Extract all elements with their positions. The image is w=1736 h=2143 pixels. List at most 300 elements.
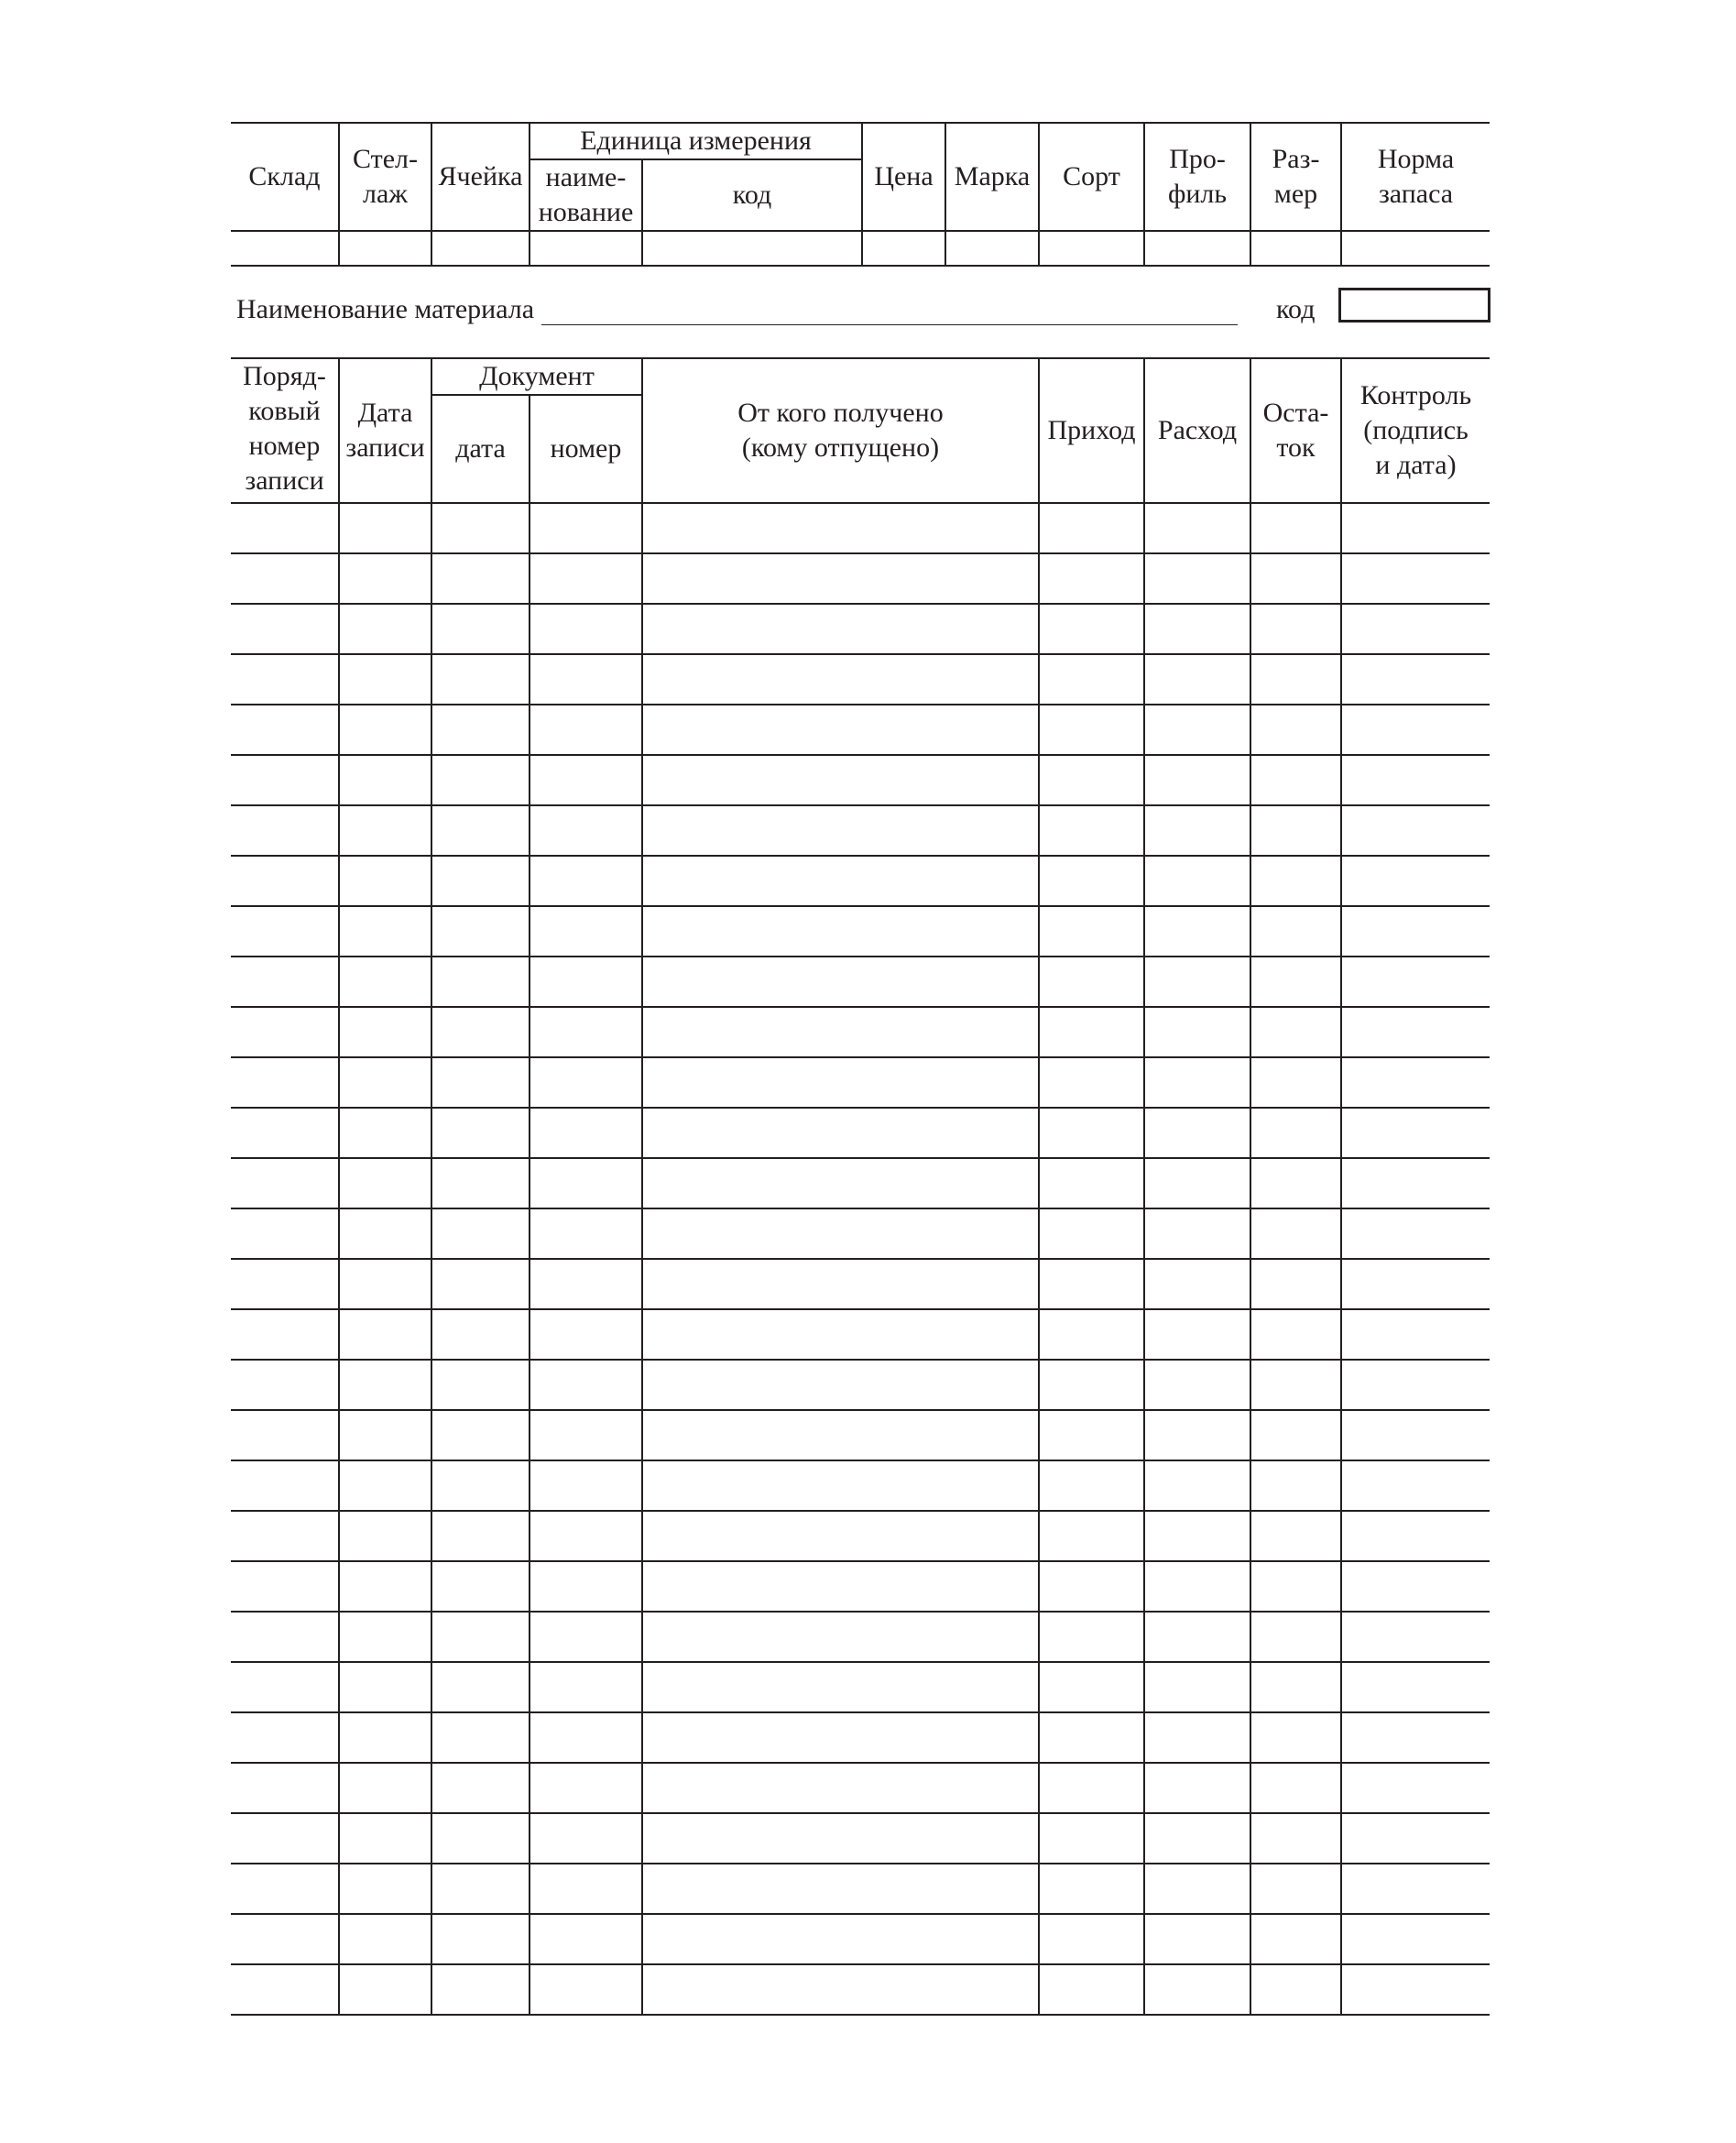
- cell-entry-date[interactable]: [339, 1158, 431, 1208]
- cell-entry-date[interactable]: [339, 1914, 431, 1964]
- cell-entry-date[interactable]: [339, 1208, 431, 1259]
- cell-balance[interactable]: [1250, 1108, 1341, 1158]
- cell-control[interactable]: [1341, 1914, 1490, 1964]
- cell-entry-date[interactable]: [339, 1410, 431, 1460]
- cell-doc-number[interactable]: [530, 1460, 642, 1511]
- cell-expense[interactable]: [1144, 856, 1250, 906]
- cell-expense[interactable]: [1144, 1763, 1250, 1813]
- cell-doc-date[interactable]: [431, 906, 530, 957]
- header-doc-number: номер: [530, 395, 642, 503]
- cell-seq-no[interactable]: [231, 553, 339, 604]
- cell-counterparty[interactable]: [642, 1612, 1039, 1662]
- cell-balance[interactable]: [1250, 1410, 1341, 1460]
- cell-counterparty[interactable]: [642, 503, 1039, 553]
- cell-counterparty[interactable]: [642, 1158, 1039, 1208]
- cell-doc-number[interactable]: [530, 957, 642, 1007]
- cell-income[interactable]: [1039, 1410, 1144, 1460]
- cell-doc-number[interactable]: [530, 1964, 642, 2015]
- cell-expense[interactable]: [1144, 1410, 1250, 1460]
- cell-seq-no[interactable]: [231, 1914, 339, 1964]
- cell-income[interactable]: [1039, 957, 1144, 1007]
- cell-entry-date[interactable]: [339, 503, 431, 553]
- cell-doc-number[interactable]: [530, 805, 642, 856]
- cell-counterparty[interactable]: [642, 1914, 1039, 1964]
- cell-entry-date[interactable]: [339, 1460, 431, 1511]
- cell-doc-date[interactable]: [431, 553, 530, 604]
- cell-income[interactable]: [1039, 1208, 1144, 1259]
- cell-balance[interactable]: [1250, 553, 1341, 604]
- cell-seq-no[interactable]: [231, 705, 339, 755]
- cell-expense[interactable]: [1144, 1309, 1250, 1360]
- cell-seq-no[interactable]: [231, 1763, 339, 1813]
- cell-entry-date[interactable]: [339, 1964, 431, 2015]
- cell-counterparty[interactable]: [642, 1309, 1039, 1360]
- header-counterparty: От кого получено (кому отпущено): [642, 358, 1039, 503]
- cell-balance[interactable]: [1250, 1561, 1341, 1612]
- cell-control[interactable]: [1341, 1007, 1490, 1057]
- cell-balance[interactable]: [1250, 1360, 1341, 1410]
- cell-doc-date[interactable]: [431, 1964, 530, 2015]
- material-name-line: [236, 291, 1491, 332]
- cell-grade[interactable]: [1039, 231, 1144, 266]
- cell-unit-name[interactable]: [530, 231, 642, 266]
- cell-seq-no[interactable]: [231, 1561, 339, 1612]
- cell-doc-number[interactable]: [530, 1007, 642, 1057]
- cell-counterparty[interactable]: [642, 1057, 1039, 1108]
- cell-doc-date[interactable]: [431, 755, 530, 805]
- cell-control[interactable]: [1341, 906, 1490, 957]
- cell-control[interactable]: [1341, 1813, 1490, 1864]
- cell-control[interactable]: [1341, 755, 1490, 805]
- cell-balance[interactable]: [1250, 957, 1341, 1007]
- cell-counterparty[interactable]: [642, 957, 1039, 1007]
- cell-doc-number[interactable]: [530, 1108, 642, 1158]
- cell-income[interactable]: [1039, 1864, 1144, 1914]
- header-stock-norm: Норма запаса: [1341, 123, 1490, 231]
- cell-doc-number[interactable]: [530, 1813, 642, 1864]
- cell-entry-date[interactable]: [339, 805, 431, 856]
- cell-control[interactable]: [1341, 1460, 1490, 1511]
- cell-expense[interactable]: [1144, 805, 1250, 856]
- cell-seq-no[interactable]: [231, 1612, 339, 1662]
- cell-entry-date[interactable]: [339, 1864, 431, 1914]
- cell-expense[interactable]: [1144, 1914, 1250, 1964]
- cell-seq-no[interactable]: [231, 755, 339, 805]
- cell-income[interactable]: [1039, 503, 1144, 553]
- cell-entry-date[interactable]: [339, 654, 431, 705]
- cell-doc-date[interactable]: [431, 654, 530, 705]
- cell-control[interactable]: [1341, 604, 1490, 654]
- cell-control[interactable]: [1341, 1712, 1490, 1763]
- cell-expense[interactable]: [1144, 604, 1250, 654]
- cell-control[interactable]: [1341, 1612, 1490, 1662]
- cell-balance[interactable]: [1250, 1864, 1341, 1914]
- cell-seq-no[interactable]: [231, 1864, 339, 1914]
- cell-income[interactable]: [1039, 1511, 1144, 1561]
- cell-control[interactable]: [1341, 553, 1490, 604]
- cell-entry-date[interactable]: [339, 1712, 431, 1763]
- cell-expense[interactable]: [1144, 1864, 1250, 1914]
- cell-counterparty[interactable]: [642, 805, 1039, 856]
- cell-entry-date[interactable]: [339, 604, 431, 654]
- material-attributes-table: [231, 122, 1490, 267]
- cell-expense[interactable]: [1144, 553, 1250, 604]
- cell-seq-no[interactable]: [231, 1158, 339, 1208]
- journal-row: [231, 1612, 1490, 1662]
- cell-control[interactable]: [1341, 1864, 1490, 1914]
- cell-control[interactable]: [1341, 1511, 1490, 1561]
- cell-counterparty[interactable]: [642, 705, 1039, 755]
- cell-control[interactable]: [1341, 1410, 1490, 1460]
- cell-entry-date[interactable]: [339, 1309, 431, 1360]
- cell-counterparty[interactable]: [642, 1662, 1039, 1712]
- cell-expense[interactable]: [1144, 1158, 1250, 1208]
- cell-expense[interactable]: [1144, 503, 1250, 553]
- cell-entry-date[interactable]: [339, 1763, 431, 1813]
- material-name-field[interactable]: [541, 324, 1238, 325]
- cell-doc-date[interactable]: [431, 1914, 530, 1964]
- cell-expense[interactable]: [1144, 654, 1250, 705]
- cell-control[interactable]: [1341, 1662, 1490, 1712]
- cell-expense[interactable]: [1144, 1208, 1250, 1259]
- cell-counterparty[interactable]: [642, 1763, 1039, 1813]
- cell-counterparty[interactable]: [642, 604, 1039, 654]
- cell-entry-date[interactable]: [339, 755, 431, 805]
- cell-balance[interactable]: [1250, 654, 1341, 705]
- journal-row: [231, 1460, 1490, 1511]
- cell-seq-no[interactable]: [231, 1208, 339, 1259]
- cell-unit-code[interactable]: [642, 231, 862, 266]
- cell-balance[interactable]: [1250, 604, 1341, 654]
- cell-balance[interactable]: [1250, 1460, 1341, 1511]
- cell-expense[interactable]: [1144, 1108, 1250, 1158]
- cell-income[interactable]: [1039, 1259, 1144, 1309]
- cell-expense[interactable]: [1144, 1259, 1250, 1309]
- cell-expense[interactable]: [1144, 1662, 1250, 1712]
- cell-seq-no[interactable]: [231, 1057, 339, 1108]
- cell-balance[interactable]: [1250, 1662, 1341, 1712]
- cell-doc-date[interactable]: [431, 1511, 530, 1561]
- header-size: Раз- мер: [1250, 123, 1341, 231]
- cell-expense[interactable]: [1144, 1057, 1250, 1108]
- cell-income[interactable]: [1039, 604, 1144, 654]
- cell-doc-number[interactable]: [530, 1511, 642, 1561]
- cell-doc-number[interactable]: [530, 1712, 642, 1763]
- cell-income[interactable]: [1039, 1360, 1144, 1410]
- cell-doc-number[interactable]: [530, 1309, 642, 1360]
- cell-doc-number[interactable]: [530, 654, 642, 705]
- cell-income[interactable]: [1039, 1007, 1144, 1057]
- cell-balance[interactable]: [1250, 1712, 1341, 1763]
- cell-doc-date[interactable]: [431, 1864, 530, 1914]
- cell-doc-number[interactable]: [530, 1662, 642, 1712]
- cell-expense[interactable]: [1144, 1360, 1250, 1410]
- cell-size[interactable]: [1250, 231, 1341, 266]
- cell-counterparty[interactable]: [642, 906, 1039, 957]
- cell-expense[interactable]: [1144, 1813, 1250, 1864]
- cell-balance[interactable]: [1250, 1057, 1341, 1108]
- cell-brand[interactable]: [945, 231, 1039, 266]
- cell-entry-date[interactable]: [339, 1360, 431, 1410]
- cell-doc-date[interactable]: [431, 604, 530, 654]
- cell-expense[interactable]: [1144, 1561, 1250, 1612]
- cell-seq-no[interactable]: [231, 1460, 339, 1511]
- cell-balance[interactable]: [1250, 1964, 1341, 2015]
- cell-counterparty[interactable]: [642, 1460, 1039, 1511]
- cell-income[interactable]: [1039, 654, 1144, 705]
- cell-seq-no[interactable]: [231, 1309, 339, 1360]
- cell-doc-date[interactable]: [431, 1007, 530, 1057]
- cell-entry-date[interactable]: [339, 705, 431, 755]
- cell-control[interactable]: [1341, 1108, 1490, 1158]
- cell-seq-no[interactable]: [231, 1813, 339, 1864]
- cell-counterparty[interactable]: [642, 654, 1039, 705]
- cell-doc-date[interactable]: [431, 1360, 530, 1410]
- header-yacheyka: Ячейка: [431, 123, 530, 231]
- header-stellazh: Стел- лаж: [339, 123, 431, 231]
- cell-expense[interactable]: [1144, 1511, 1250, 1561]
- journal-row: [231, 604, 1490, 654]
- cell-doc-date[interactable]: [431, 503, 530, 553]
- cell-doc-date[interactable]: [431, 1612, 530, 1662]
- cell-control[interactable]: [1341, 1763, 1490, 1813]
- cell-expense[interactable]: [1144, 755, 1250, 805]
- cell-seq-no[interactable]: [231, 1410, 339, 1460]
- cell-income[interactable]: [1039, 1612, 1144, 1662]
- header-grade: Сорт: [1039, 123, 1144, 231]
- cell-counterparty[interactable]: [642, 1964, 1039, 2015]
- cell-entry-date[interactable]: [339, 1612, 431, 1662]
- cell-seq-no[interactable]: [231, 1259, 339, 1309]
- cell-balance[interactable]: [1250, 1007, 1341, 1057]
- cell-counterparty[interactable]: [642, 1712, 1039, 1763]
- cell-seq-no[interactable]: [231, 957, 339, 1007]
- cell-control[interactable]: [1341, 503, 1490, 553]
- cell-doc-date[interactable]: [431, 1460, 530, 1511]
- cell-counterparty[interactable]: [642, 1561, 1039, 1612]
- cell-income[interactable]: [1039, 805, 1144, 856]
- cell-balance[interactable]: [1250, 755, 1341, 805]
- cell-control[interactable]: [1341, 1964, 1490, 2015]
- cell-seq-no[interactable]: [231, 1964, 339, 2015]
- cell-balance[interactable]: [1250, 1813, 1341, 1864]
- cell-income[interactable]: [1039, 1763, 1144, 1813]
- journal-row: [231, 957, 1490, 1007]
- cell-counterparty[interactable]: [642, 1208, 1039, 1259]
- cell-seq-no[interactable]: [231, 1108, 339, 1158]
- cell-counterparty[interactable]: [642, 1259, 1039, 1309]
- cell-income[interactable]: [1039, 1460, 1144, 1511]
- cell-doc-date[interactable]: [431, 1561, 530, 1612]
- cell-control[interactable]: [1341, 1309, 1490, 1360]
- cell-income[interactable]: [1039, 1964, 1144, 2015]
- cell-yacheyka[interactable]: [431, 231, 530, 266]
- cell-income[interactable]: [1039, 553, 1144, 604]
- cell-entry-date[interactable]: [339, 1813, 431, 1864]
- cell-doc-number[interactable]: [530, 1914, 642, 1964]
- cell-balance[interactable]: [1250, 906, 1341, 957]
- cell-doc-date[interactable]: [431, 1410, 530, 1460]
- cell-control[interactable]: [1341, 957, 1490, 1007]
- cell-seq-no[interactable]: [231, 503, 339, 553]
- cell-balance[interactable]: [1250, 805, 1341, 856]
- cell-counterparty[interactable]: [642, 755, 1039, 805]
- cell-doc-number[interactable]: [530, 1864, 642, 1914]
- cell-entry-date[interactable]: [339, 1511, 431, 1561]
- cell-balance[interactable]: [1250, 1763, 1341, 1813]
- cell-counterparty[interactable]: [642, 553, 1039, 604]
- material-code-field[interactable]: [1338, 288, 1490, 323]
- cell-doc-number[interactable]: [530, 705, 642, 755]
- cell-control[interactable]: [1341, 856, 1490, 906]
- cell-income[interactable]: [1039, 1561, 1144, 1612]
- cell-control[interactable]: [1341, 1057, 1490, 1108]
- cell-doc-date[interactable]: [431, 1259, 530, 1309]
- cell-doc-date[interactable]: [431, 1057, 530, 1108]
- cell-entry-date[interactable]: [339, 1007, 431, 1057]
- cell-entry-date[interactable]: [339, 856, 431, 906]
- cell-counterparty[interactable]: [642, 1511, 1039, 1561]
- cell-income[interactable]: [1039, 856, 1144, 906]
- cell-entry-date[interactable]: [339, 1662, 431, 1712]
- cell-seq-no[interactable]: [231, 1662, 339, 1712]
- cell-doc-number[interactable]: [530, 1410, 642, 1460]
- cell-counterparty[interactable]: [642, 1007, 1039, 1057]
- header-control: Контроль (подпись и дата): [1341, 358, 1490, 503]
- cell-income[interactable]: [1039, 1712, 1144, 1763]
- cell-expense[interactable]: [1144, 1612, 1250, 1662]
- cell-counterparty[interactable]: [642, 1360, 1039, 1410]
- cell-entry-date[interactable]: [339, 1057, 431, 1108]
- cell-stock-norm[interactable]: [1341, 231, 1490, 266]
- cell-doc-date[interactable]: [431, 1763, 530, 1813]
- cell-control[interactable]: [1341, 1208, 1490, 1259]
- cell-control[interactable]: [1341, 1259, 1490, 1309]
- cell-seq-no[interactable]: [231, 805, 339, 856]
- cell-income[interactable]: [1039, 755, 1144, 805]
- cell-counterparty[interactable]: [642, 1864, 1039, 1914]
- cell-doc-number[interactable]: [530, 1057, 642, 1108]
- cell-profile[interactable]: [1144, 231, 1250, 266]
- cell-doc-number[interactable]: [530, 1763, 642, 1813]
- journal-row: [231, 1360, 1490, 1410]
- cell-doc-date[interactable]: [431, 957, 530, 1007]
- cell-entry-date[interactable]: [339, 957, 431, 1007]
- cell-counterparty[interactable]: [642, 1813, 1039, 1864]
- cell-income[interactable]: [1039, 705, 1144, 755]
- cell-balance[interactable]: [1250, 1208, 1341, 1259]
- cell-counterparty[interactable]: [642, 1108, 1039, 1158]
- cell-expense[interactable]: [1144, 705, 1250, 755]
- cell-doc-number[interactable]: [530, 1612, 642, 1662]
- cell-balance[interactable]: [1250, 503, 1341, 553]
- cell-stellazh[interactable]: [339, 231, 431, 266]
- journal-row: [231, 1864, 1490, 1914]
- cell-doc-date[interactable]: [431, 1813, 530, 1864]
- cell-doc-date[interactable]: [431, 1208, 530, 1259]
- cell-doc-number[interactable]: [530, 1158, 642, 1208]
- cell-expense[interactable]: [1144, 1712, 1250, 1763]
- cell-income[interactable]: [1039, 1309, 1144, 1360]
- cell-doc-date[interactable]: [431, 705, 530, 755]
- cell-seq-no[interactable]: [231, 906, 339, 957]
- cell-counterparty[interactable]: [642, 856, 1039, 906]
- cell-doc-date[interactable]: [431, 856, 530, 906]
- cell-expense[interactable]: [1144, 957, 1250, 1007]
- cell-doc-number[interactable]: [530, 604, 642, 654]
- cell-balance[interactable]: [1250, 1612, 1341, 1662]
- cell-doc-number[interactable]: [530, 856, 642, 906]
- cell-income[interactable]: [1039, 1108, 1144, 1158]
- cell-doc-number[interactable]: [530, 1360, 642, 1410]
- cell-seq-no[interactable]: [231, 1712, 339, 1763]
- cell-seq-no[interactable]: [231, 1360, 339, 1410]
- cell-expense[interactable]: [1144, 1460, 1250, 1511]
- cell-doc-number[interactable]: [530, 755, 642, 805]
- cell-balance[interactable]: [1250, 1511, 1341, 1561]
- cell-entry-date[interactable]: [339, 1108, 431, 1158]
- cell-seq-no[interactable]: [231, 1511, 339, 1561]
- cell-entry-date[interactable]: [339, 1259, 431, 1309]
- cell-entry-date[interactable]: [339, 906, 431, 957]
- cell-entry-date[interactable]: [339, 553, 431, 604]
- cell-price[interactable]: [862, 231, 945, 266]
- cell-income[interactable]: [1039, 1662, 1144, 1712]
- cell-balance[interactable]: [1250, 705, 1341, 755]
- cell-seq-no[interactable]: [231, 1007, 339, 1057]
- cell-entry-date[interactable]: [339, 1561, 431, 1612]
- cell-doc-number[interactable]: [530, 1208, 642, 1259]
- cell-doc-number[interactable]: [530, 503, 642, 553]
- cell-sklad[interactable]: [231, 231, 339, 266]
- cell-doc-date[interactable]: [431, 1662, 530, 1712]
- cell-seq-no[interactable]: [231, 654, 339, 705]
- cell-control[interactable]: [1341, 1561, 1490, 1612]
- cell-doc-number[interactable]: [530, 553, 642, 604]
- cell-control[interactable]: [1341, 705, 1490, 755]
- cell-seq-no[interactable]: [231, 604, 339, 654]
- cell-balance[interactable]: [1250, 1259, 1341, 1309]
- cell-doc-number[interactable]: [530, 906, 642, 957]
- cell-expense[interactable]: [1144, 1007, 1250, 1057]
- cell-control[interactable]: [1341, 805, 1490, 856]
- cell-doc-number[interactable]: [530, 1259, 642, 1309]
- cell-doc-date[interactable]: [431, 1712, 530, 1763]
- cell-income[interactable]: [1039, 906, 1144, 957]
- header-profile: Про- филь: [1144, 123, 1250, 231]
- cell-balance[interactable]: [1250, 1309, 1341, 1360]
- cell-income[interactable]: [1039, 1158, 1144, 1208]
- cell-expense[interactable]: [1144, 906, 1250, 957]
- cell-doc-date[interactable]: [431, 1309, 530, 1360]
- cell-expense[interactable]: [1144, 1964, 1250, 2015]
- cell-control[interactable]: [1341, 1158, 1490, 1208]
- cell-control[interactable]: [1341, 654, 1490, 705]
- cell-counterparty[interactable]: [642, 1410, 1039, 1460]
- cell-doc-number[interactable]: [530, 1561, 642, 1612]
- cell-income[interactable]: [1039, 1914, 1144, 1964]
- cell-income[interactable]: [1039, 1057, 1144, 1108]
- cell-doc-date[interactable]: [431, 1158, 530, 1208]
- cell-balance[interactable]: [1250, 856, 1341, 906]
- cell-balance[interactable]: [1250, 1914, 1341, 1964]
- cell-control[interactable]: [1341, 1360, 1490, 1410]
- cell-income[interactable]: [1039, 1813, 1144, 1864]
- cell-balance[interactable]: [1250, 1158, 1341, 1208]
- cell-seq-no[interactable]: [231, 856, 339, 906]
- cell-doc-date[interactable]: [431, 1108, 530, 1158]
- cell-doc-date[interactable]: [431, 805, 530, 856]
